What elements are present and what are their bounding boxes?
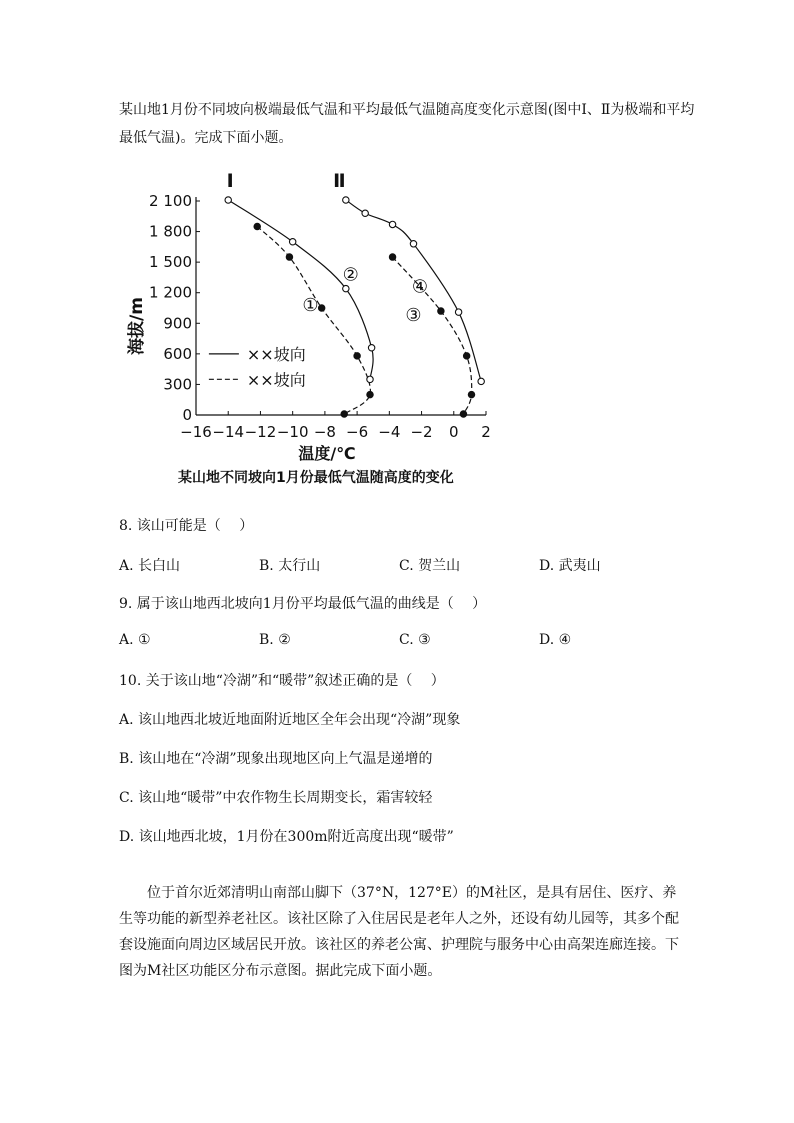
series-2-point [368, 345, 374, 351]
x-tick-label: −12 [244, 423, 277, 441]
q9-option-a[interactable]: A. ① [119, 632, 151, 648]
x-tick-label: −10 [276, 423, 309, 441]
series-4-point [455, 309, 461, 315]
passage-text: 位于首尔近郊清明山南部山脚下（37°N，127°E）的M社区，是具有居住、医疗、养生等功能的新型养老社区。该社区除了入住居民是老年人之外，还设有幼儿园等，其多个配套设施面向周边区域居民开放。该社区的养老公寓、护理院与服务中心由高架连廊连接。下图为M社区功能区分布示意图。据此完成下面小题。 [119, 885, 679, 979]
series-1-point [354, 353, 360, 359]
series-2-point [343, 285, 349, 291]
q8-option-d[interactable]: D. 武夷山 [539, 558, 601, 574]
chart-title: 某山地不同坡向1月份最低气温随高度的变化 [178, 470, 454, 486]
q8-option-c[interactable]: C. 贺兰山 [399, 558, 461, 574]
q10-option-b[interactable]: B. 该山地在“冷湖”现象出现地区向上气温是递增的 [119, 751, 433, 767]
q9-option-c[interactable]: C. ③ [399, 632, 431, 648]
y-tick-label: 2 100 [149, 192, 192, 210]
curve-label-1: ① [302, 294, 319, 316]
series-3-point [389, 254, 395, 260]
x-tick-label: −8 [313, 423, 336, 441]
x-tick-label: −4 [378, 423, 401, 441]
x-tick-label: 2 [481, 423, 491, 441]
series-4-point [362, 210, 368, 216]
x-tick-label: −14 [212, 423, 245, 441]
q10-option-d[interactable]: D. 该山地西北坡，1月份在300m附近高度出现“暖带” [119, 829, 454, 845]
series-1-point [286, 254, 292, 260]
chart-axes [126, 192, 491, 463]
x-tick-label: −2 [410, 423, 433, 441]
x-tick-label: −16 [180, 423, 212, 441]
series-line-3 [393, 257, 472, 414]
chart-labels [209, 170, 428, 389]
y-tick-label: 1 800 [149, 222, 192, 241]
series-1-point [254, 223, 260, 229]
series-1-point [367, 391, 373, 397]
curve-label-4: ④ [411, 276, 429, 298]
series-2-point [367, 376, 373, 382]
x-tick-label: −6 [346, 423, 369, 441]
y-tick-label: 0 [182, 406, 192, 424]
temperature-altitude-chart [120, 165, 520, 465]
y-tick-label: 1 500 [149, 253, 192, 272]
series-4-point [410, 241, 416, 247]
series-3-point [468, 391, 474, 397]
series-1-point [341, 411, 347, 417]
group-label-1: Ⅰ [226, 170, 234, 192]
curve-label-3: ③ [405, 305, 422, 327]
y-tick-label: 300 [163, 375, 192, 394]
series-2-point [289, 239, 295, 245]
series-3-point [463, 353, 469, 359]
question-10-stem: 10. 关于该山地“冷湖”和“暖带”叙述正确的是（ ） [119, 673, 445, 689]
q10-option-a[interactable]: A. 该山地西北坡近地面附近地区全年会出现“冷湖”现象 [119, 712, 461, 728]
series-4-point [343, 197, 349, 203]
y-tick-label: 600 [163, 344, 192, 363]
question-9-stem: 9. 属于该山地西北坡向1月份平均最低气温的曲线是（ ） [119, 596, 487, 612]
q10-option-c[interactable]: C. 该山地“暖带”中农作物生长周期变长，霜害较轻 [119, 790, 433, 806]
series-4-point [389, 221, 395, 227]
x-axis-label: 温度/℃ [298, 444, 356, 463]
q9-option-b[interactable]: B. ② [259, 632, 291, 648]
series-3-point [438, 308, 444, 314]
y-tick-label: 900 [163, 314, 192, 333]
curve-label-2: ② [342, 264, 359, 286]
group-label-2: Ⅱ [333, 170, 346, 192]
y-tick-label: 1 200 [149, 283, 192, 302]
y-axis-label: 海拔/m [127, 297, 147, 355]
series-4-point [478, 378, 484, 384]
series-2-point [225, 197, 231, 203]
intro-text: 某山地1月份不同坡向极端最低气温和平均最低气温随高度变化示意图(图中Ⅰ、Ⅱ为极端和平均最低气温)。完成下面小题。 [119, 102, 695, 146]
legend-solid-label: ××坡向 [246, 344, 306, 364]
q8-option-b[interactable]: B. 太行山 [259, 558, 321, 574]
x-tick-label: 0 [449, 423, 459, 441]
legend-dashed-label: ××坡向 [246, 370, 306, 390]
q8-option-a[interactable]: A. 长白山 [119, 558, 181, 574]
q9-option-d[interactable]: D. ④ [539, 632, 572, 648]
series-3-point [460, 411, 466, 417]
series-1-point [318, 305, 324, 311]
question-8-stem: 8. 该山可能是（ ） [119, 518, 254, 534]
